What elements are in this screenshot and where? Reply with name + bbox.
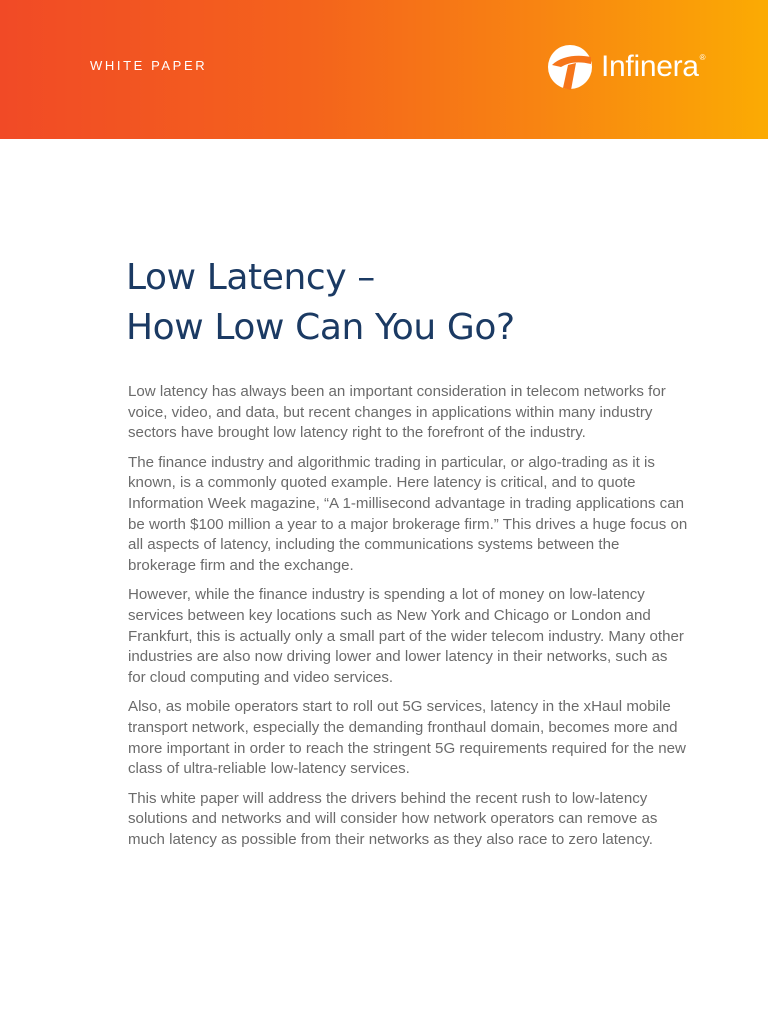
- paragraph-5g: Also, as mobile operators start to roll out 5G services, latency in the xHaul mobile transport network, especially the demanding fronthaul domain, becomes more and more important in order to reach the stringent 5G requirements required for the new class of ultra-reliable low-latency services.: [128, 698, 686, 778]
- document-type-label: WHITE PAPER: [90, 58, 208, 73]
- infinera-wordmark: Infinera®: [601, 50, 706, 83]
- infinera-logo-icon: [547, 44, 593, 90]
- paragraph-purpose: This white paper will address the drivers behind the recent rush to low-latency solutions and networks and will consider how network operators can remove as much latency as possible from their networks as they also race to zero latency.: [128, 789, 658, 848]
- page-title: [126, 253, 686, 353]
- infinera-logo: [547, 44, 705, 90]
- registered-mark: ®: [699, 53, 706, 62]
- body-text: [128, 382, 688, 859]
- paragraph-intro: Low latency has always been an important consideration in telecom networks for voice, video, and data, but recent changes in applications within many industry sectors have brought low latency right to the forefront of the industry.: [128, 383, 666, 442]
- header-band: [0, 0, 768, 139]
- paragraph-industries: However, while the finance industry is spending a lot of money on low-latency services between key locations such as New York and Chicago or London and Frankfurt, this is actually only a small part of the wider telecom industry. Many other industries are also now driving lower and lower latency in their networks, such as for cloud computing and video services.: [128, 586, 684, 686]
- title-line-1: Low Latency –: [126, 257, 375, 298]
- title-line-2: How Low Can You Go?: [126, 307, 515, 348]
- paragraph-finance: The finance industry and algorithmic trading in particular, or algo-trading as it is known, is a commonly quoted example. Here latency is critical, and to quote Information Week magazine, “A 1-millisecond advantage in trading applications can be worth $100 million a year to a major brokerage firm.” This drives a huge focus on all aspects of latency, including the communications systems between the brokerage firm and the exchange.: [128, 453, 688, 574]
